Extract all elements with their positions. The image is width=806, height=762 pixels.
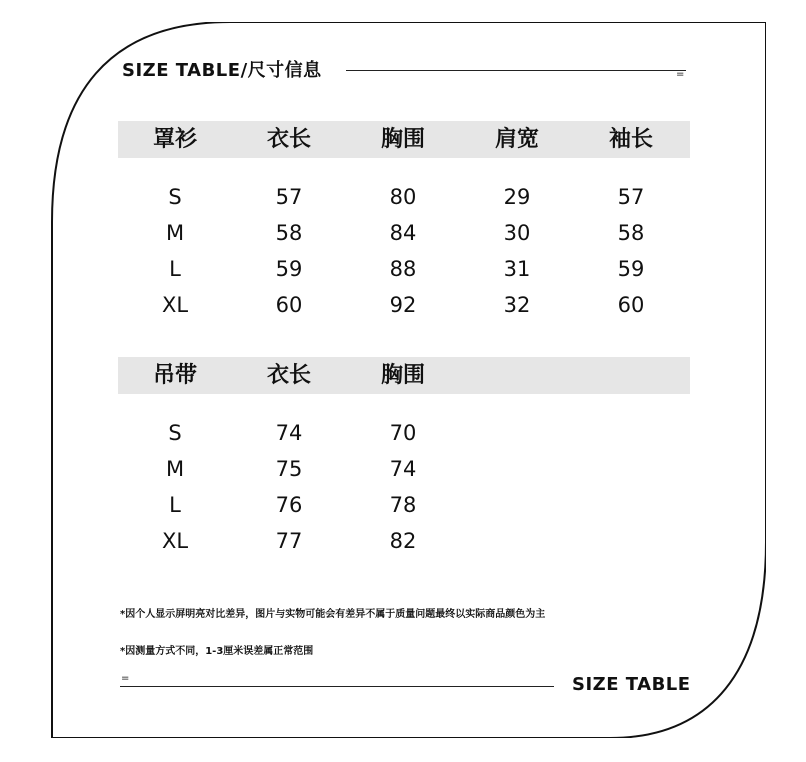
shirt-header-cell: 肩宽 bbox=[494, 126, 539, 152]
footer-rule bbox=[120, 686, 554, 687]
shirt-header-cell: 胸围 bbox=[380, 126, 425, 152]
shirt-header-cell: 袖长 bbox=[608, 126, 653, 152]
table-cell: 32 bbox=[503, 293, 531, 317]
table-cell: 57 bbox=[275, 185, 303, 209]
measurement-note: *因测量方式不同，1-3厘米误差属正常范围 bbox=[120, 646, 314, 657]
table-cell: 60 bbox=[617, 293, 645, 317]
table-cell: 84 bbox=[389, 221, 417, 245]
size-cell: M bbox=[165, 221, 185, 245]
shirt-header-cell: 罩衫 bbox=[152, 126, 197, 152]
cami-header-cell: 吊带 bbox=[152, 362, 197, 388]
table-cell: 57 bbox=[617, 185, 645, 209]
size-cell: L bbox=[169, 493, 181, 517]
table-cell: 30 bbox=[503, 221, 531, 245]
title-rule bbox=[346, 70, 686, 71]
table-cell: 74 bbox=[275, 421, 303, 445]
table-cell: 74 bbox=[389, 457, 417, 481]
table-cell: 59 bbox=[275, 257, 303, 281]
top-mark: = bbox=[676, 69, 685, 80]
table-cell: 88 bbox=[389, 257, 417, 281]
size-cell: S bbox=[168, 421, 182, 445]
footer-label: SIZE TABLE bbox=[572, 674, 691, 695]
size-cell: XL bbox=[161, 529, 189, 553]
table-cell: 58 bbox=[617, 221, 645, 245]
table-cell: 80 bbox=[389, 185, 417, 209]
cami-header-cell: 胸围 bbox=[380, 362, 425, 388]
table-cell: 92 bbox=[389, 293, 417, 317]
cami-header-cell: 衣长 bbox=[266, 362, 311, 388]
table-cell: 76 bbox=[275, 493, 303, 517]
table-cell: 58 bbox=[275, 221, 303, 245]
table-cell: 78 bbox=[389, 493, 417, 517]
shirt-header-cell: 衣长 bbox=[266, 126, 311, 152]
size-cell: L bbox=[169, 257, 181, 281]
size-cell: M bbox=[165, 457, 185, 481]
table-cell: 82 bbox=[389, 529, 417, 553]
table-cell: 77 bbox=[275, 529, 303, 553]
table-cell: 31 bbox=[503, 257, 531, 281]
page-title: SIZE TABLE/尺寸信息 bbox=[122, 60, 322, 81]
table-cell: 29 bbox=[503, 185, 531, 209]
table-cell: 60 bbox=[275, 293, 303, 317]
table-cell: 70 bbox=[389, 421, 417, 445]
table-cell: 75 bbox=[275, 457, 303, 481]
bottom-mark: = bbox=[121, 673, 130, 684]
size-cell: S bbox=[168, 185, 182, 209]
size-cell: XL bbox=[161, 293, 189, 317]
table-cell: 59 bbox=[617, 257, 645, 281]
disclaimer-note: *因个人显示屏明亮对比差异，图片与实物可能会有差异不属于质量问题最终以实际商品颜色为主 bbox=[120, 609, 546, 620]
